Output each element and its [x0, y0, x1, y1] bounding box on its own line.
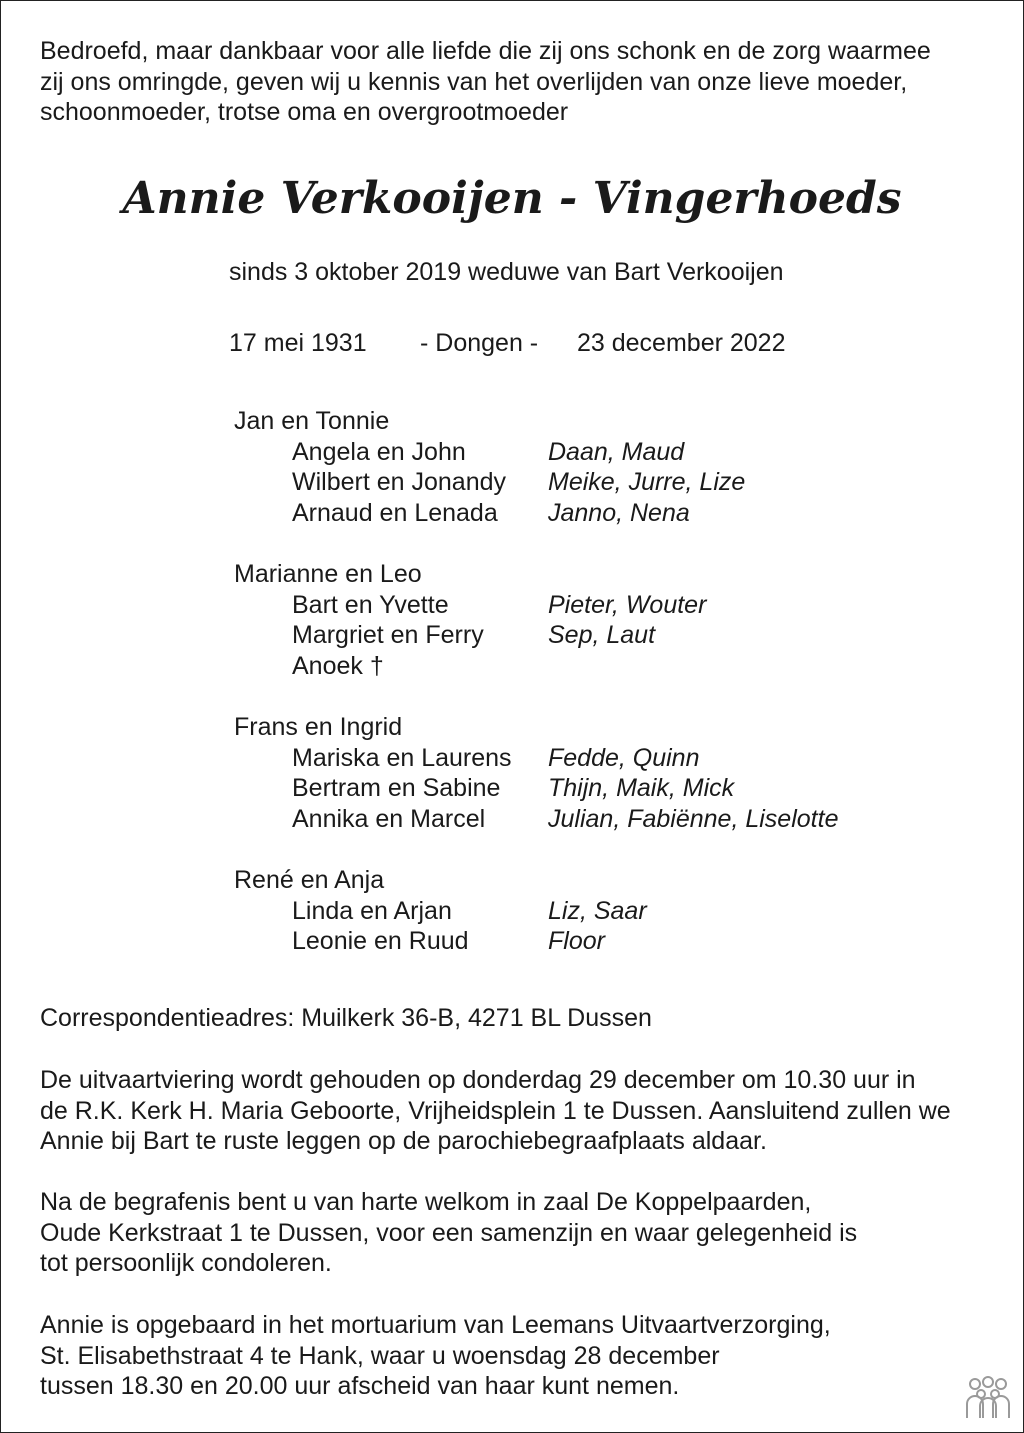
family-grandchildren: Liz, Saar	[548, 896, 647, 925]
death-date: 23 december 2022	[577, 329, 786, 357]
birth-place: - Dongen -	[420, 329, 539, 357]
correspondence-address: Correspondentieadres: Muilkerk 36-B, 4271 BL Dussen	[40, 1004, 652, 1032]
family-child: Wilbert en Jonandy	[292, 468, 507, 497]
viewing-text: Annie is opgebaard in het mortuarium van Leemans Uitvaartverzorging, St. Elisabethstraat 4 te Hank, waar u woensdag 28 december tussen 18.30 en 20.00 uur afscheid van haar kunt nemen.	[40, 1311, 831, 1401]
family-child: Angela en John	[292, 437, 466, 466]
deceased-name: Annie Verkooijen - Vingerhoeds	[122, 173, 902, 224]
family-head: Jan en Tonnie	[234, 407, 390, 435]
family-child: Leonie en Ruud	[292, 927, 469, 956]
funeral-service-text: De uitvaartviering wordt gehouden op donderdag 29 december om 10.30 uur in de R.K. Kerk H. Maria Geboorte, Vrijheidsplein 1 te Dussen. Aansluitend zullen we Annie bij Bart te ruste leggen op de parochiebegraafplaats aldaar.	[40, 1066, 951, 1156]
family-grandchildren: Meike, Jurre, Lize	[548, 468, 746, 497]
family-grandchildren: Floor	[548, 927, 605, 956]
family-child: Linda en Arjan	[292, 896, 452, 925]
intro-text: Bedroefd, maar dankbaar voor alle liefde die zij ons schonk en de zorg waarmee zij ons omringde, geven wij u kennis van het overlijden van onze lieve moeder, schoonmoeder, trotse oma en overgrootmoeder	[40, 37, 931, 127]
family-grandchildren: Sep, Laut	[548, 621, 656, 650]
people-group-icon	[962, 1376, 1014, 1420]
family-head: René en Anja	[234, 866, 385, 894]
family-child: Arnaud en Lenada	[292, 498, 498, 527]
family-grandchildren: Daan, Maud	[548, 437, 685, 466]
family-grandchildren: Julian, Fabiënne, Liselotte	[548, 804, 839, 833]
family-child: Mariska en Laurens	[292, 743, 512, 772]
family-grandchildren: Thijn, Maik, Mick	[548, 774, 735, 803]
family-grandchildren: Janno, Nena	[548, 498, 690, 527]
family-grandchildren: Fedde, Quinn	[548, 743, 700, 772]
family-child: Margriet en Ferry	[292, 621, 484, 650]
family-head: Frans en Ingrid	[234, 713, 403, 741]
family-child: Bertram en Sabine	[292, 774, 501, 803]
family-grandchildren: Pieter, Wouter	[548, 590, 707, 619]
birth-date: 17 mei 1931	[229, 329, 367, 357]
family-head: Marianne en Leo	[234, 560, 422, 588]
family-child: Anoek †	[292, 651, 384, 680]
family-child: Bart en Yvette	[292, 590, 449, 619]
reception-text: Na de begrafenis bent u van harte welkom in zaal De Koppelpaarden, Oude Kerkstraat 1 te Dussen, voor een samenzijn en waar gelegenheid is tot persoonlijk condoleren.	[40, 1188, 858, 1278]
widow-line: sinds 3 oktober 2019 weduwe van Bart Verkooijen	[229, 258, 784, 286]
family-child: Annika en Marcel	[292, 804, 486, 833]
